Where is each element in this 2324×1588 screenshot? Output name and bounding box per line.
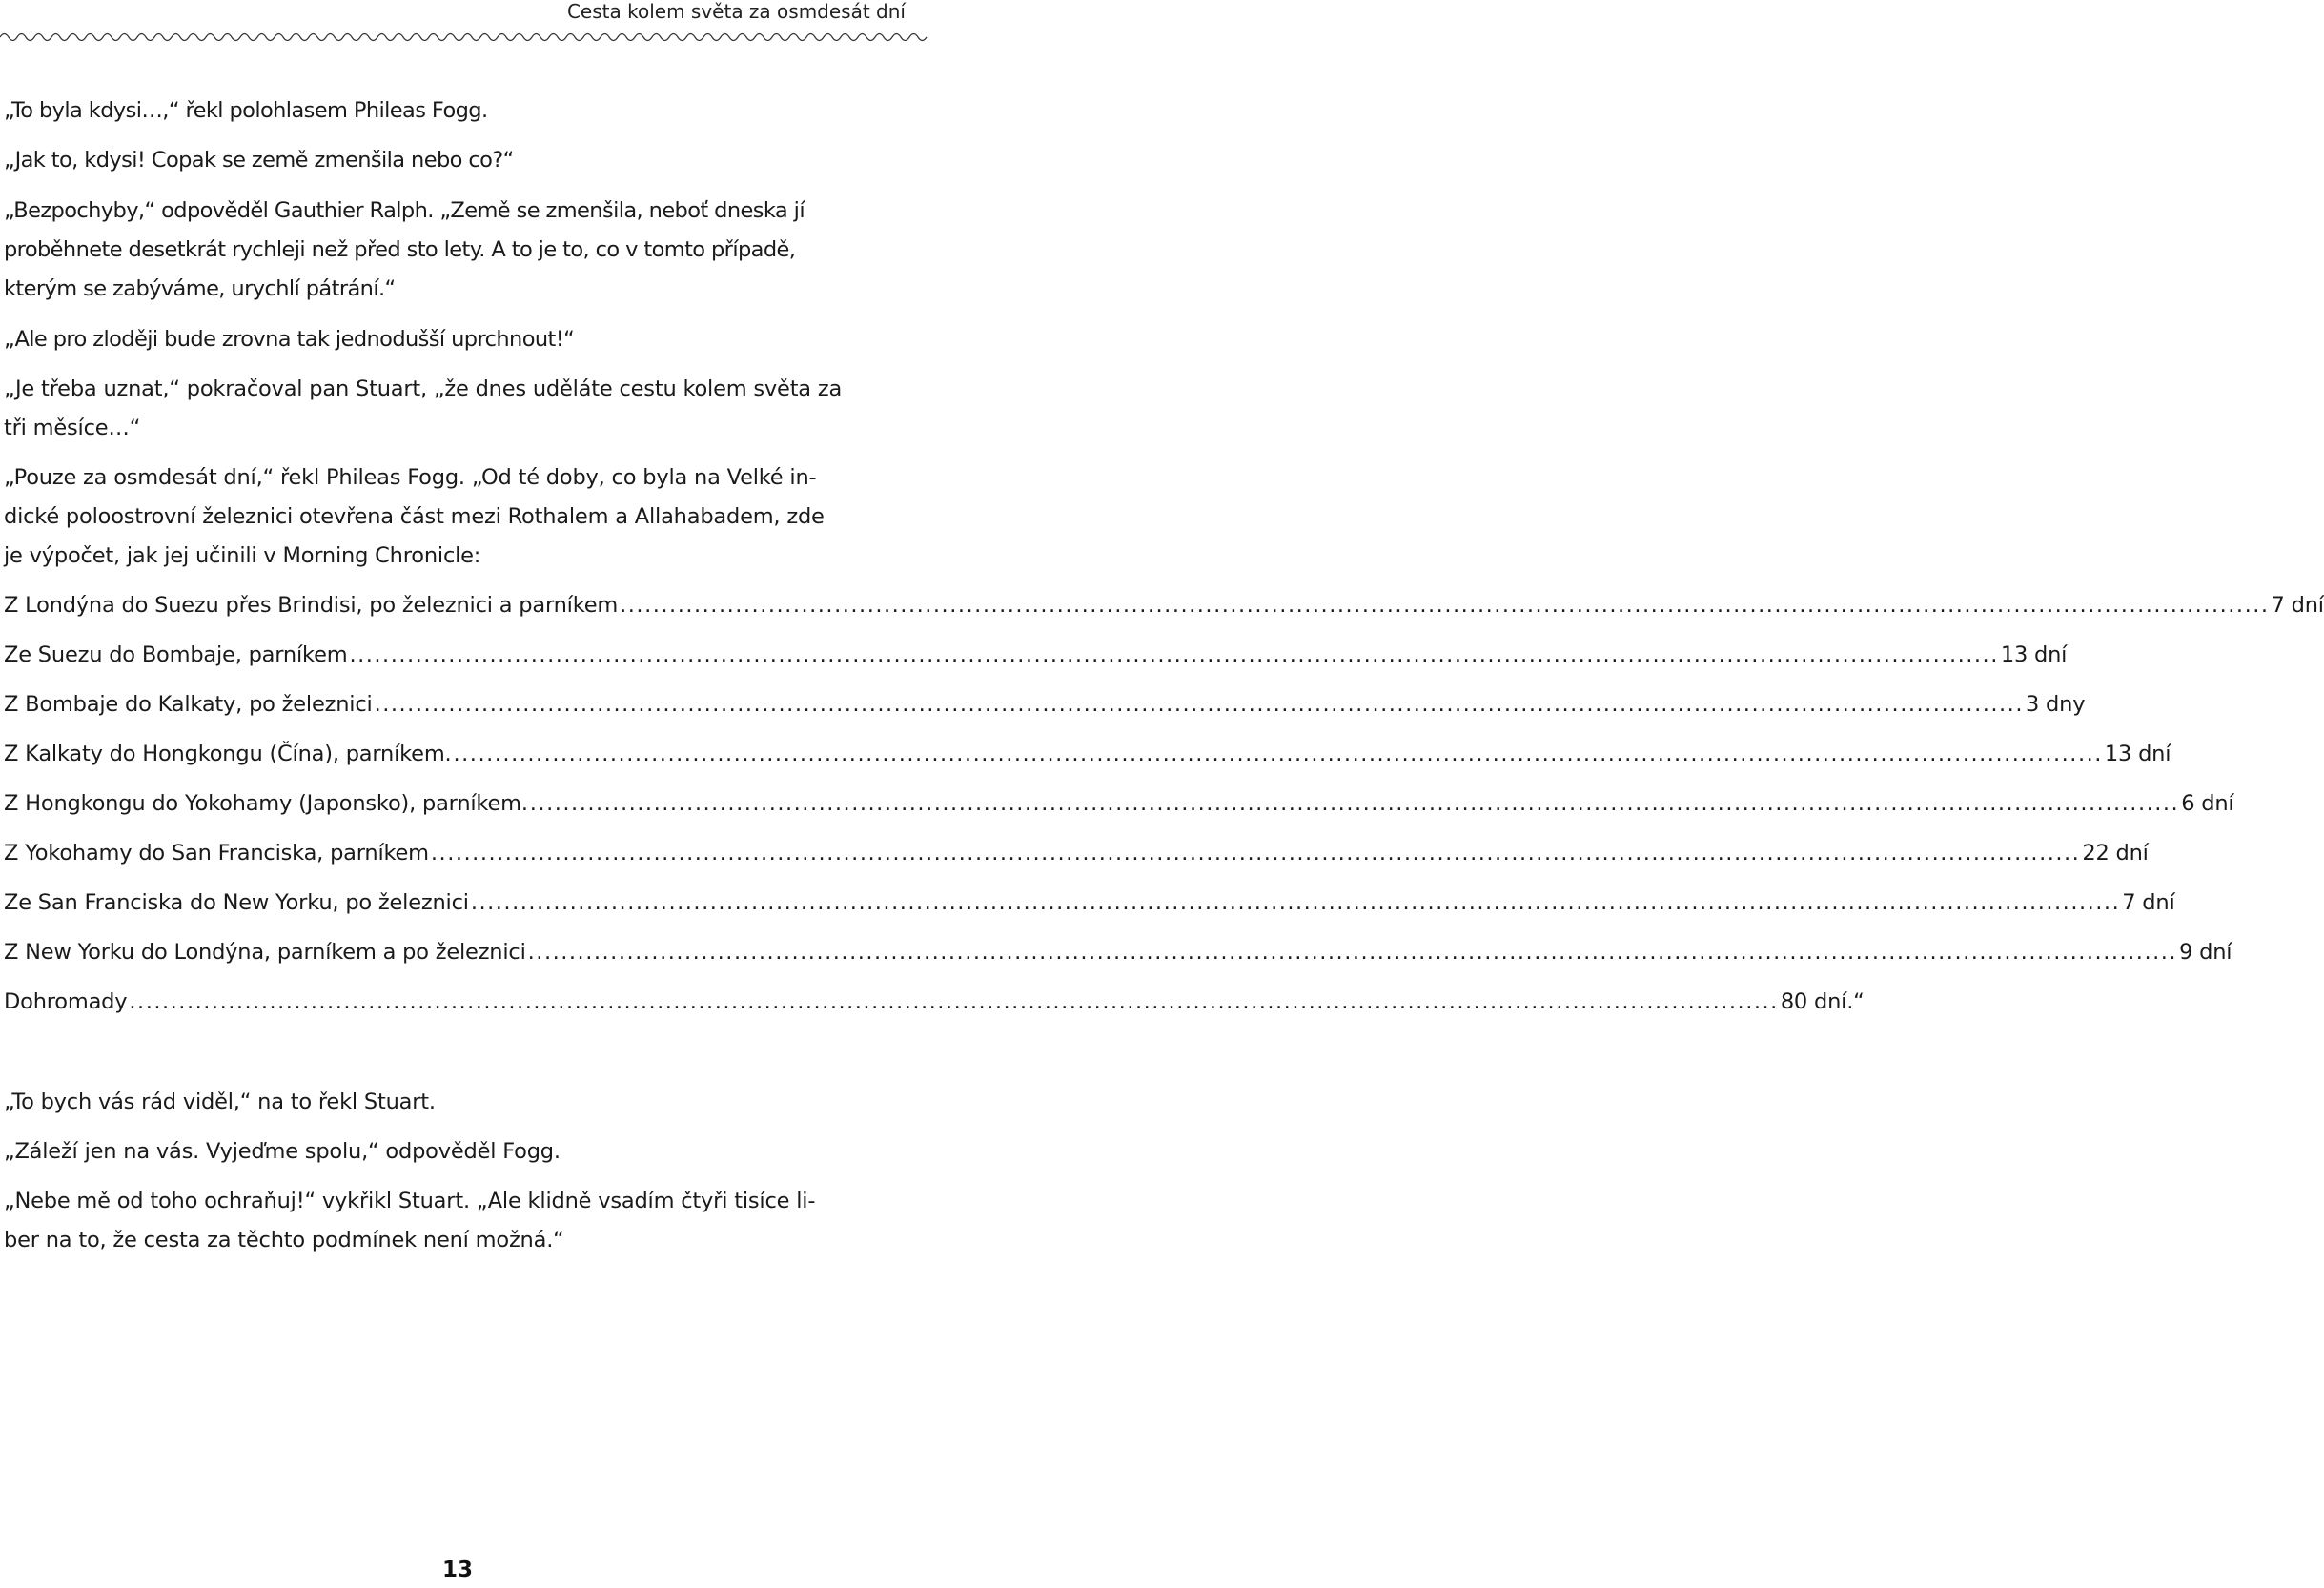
itinerary-row (4, 791, 2234, 816)
text-line: ber na to, že cesta za těchto podmínek není možná.“ (4, 1228, 564, 1252)
dot-leader: ........................................................................................................................................................................................................ (527, 940, 2178, 965)
dot-leader: ........................................................................................................................................................................................................ (620, 593, 2270, 618)
itinerary-duration: 13 dní (2104, 742, 2171, 766)
text-line: „Pouze za osmdesát dní,“ řekl Phileas Fogg. „Od té doby, co byla na Velké in- (4, 465, 817, 490)
running-header: Cesta kolem světa za osmdesát dní (566, 0, 906, 23)
itinerary-route: Z Kalkaty do Hongkongu (Čína), parníkem. (4, 742, 452, 766)
itinerary-route: Z Londýna do Suezu přes Brindisi, po železnici a parníkem (4, 593, 619, 618)
dot-leader: ........................................................................................................................................................................................................ (430, 841, 2081, 865)
itinerary-duration: 7 dní (2271, 593, 2324, 618)
itinerary-total-label: Dohromady (4, 989, 128, 1014)
itinerary-duration: 6 dní (2181, 791, 2234, 816)
text-line: „Je třeba uznat,“ pokračoval pan Stuart, „že dnes uděláte cestu kolem světa za (4, 377, 843, 401)
itinerary-route: Ze San Franciska do New Yorku, po železnici (4, 890, 469, 915)
page-number: 13 (441, 1557, 473, 1582)
itinerary-duration: 22 dní (2082, 841, 2149, 865)
itinerary-row (4, 742, 2171, 766)
text-line: je výpočet, jak jej učinili v Morning Chronicle: (4, 543, 481, 568)
itinerary-row (4, 642, 2068, 667)
text-line: kterým se zabýváme, urychlí pátrání.“ (4, 276, 396, 301)
itinerary-row (4, 692, 2086, 717)
itinerary-total-row (4, 989, 1865, 1014)
itinerary-row (4, 890, 2175, 915)
text-line: „Jak to, kdysi! Copak se země zmenšila nebo co?“ (4, 148, 514, 173)
text-line: dické poloostrovní železnici otevřena část mezi Rothalem a Allahabadem, zde (4, 504, 825, 529)
text-line: „To byla kdysi…,“ řekl polohlasem Phileas Fogg. (4, 98, 488, 123)
itinerary-route: Ze Suezu do Bombaje, parníkem (4, 642, 348, 667)
text-line: „Bezpochyby,“ odpověděl Gauthier Ralph. „Země se zmenšila, neboť dneska jí (4, 198, 805, 223)
text-line: tři měsíce…“ (4, 416, 141, 440)
itinerary-total-duration: 80 dní.“ (1780, 989, 1865, 1014)
itinerary-duration: 9 dní (2179, 940, 2232, 965)
itinerary-route: Z Yokohamy do San Franciska, parníkem (4, 841, 429, 865)
text-line: „Záleží jen na vás. Vyjeďme spolu,“ odpověděl Fogg. (4, 1139, 561, 1164)
decorative-wave-divider (0, 29, 915, 46)
itinerary-duration: 7 dní (2122, 890, 2175, 915)
text-line: „To bych vás rád viděl,“ na to řekl Stuart. (4, 1089, 436, 1114)
itinerary-row (4, 841, 2149, 865)
itinerary-row (4, 593, 2324, 618)
itinerary-duration: 13 dní (2000, 642, 2068, 667)
itinerary-route: Z Bombaje do Kalkaty, po železnici (4, 692, 373, 717)
itinerary-duration: 3 dny (2025, 692, 2086, 717)
dot-leader: ........................................................................................................................................................................................................ (529, 791, 2180, 816)
dot-leader: ........................................................................................................................................................................................................ (470, 890, 2121, 915)
itinerary-row (4, 940, 2232, 965)
text-line: „Ale pro zloději bude zrovna tak jednodušší uprchnout!“ (4, 327, 575, 352)
dot-leader: ........................................................................................................................................................................................................ (129, 989, 1779, 1014)
dot-leader: ........................................................................................................................................................................................................ (374, 692, 2024, 717)
dot-leader: ........................................................................................................................................................................................................ (453, 742, 2103, 766)
itinerary-route: Z Hongkongu do Yokohamy (Japonsko), parníkem. (4, 791, 528, 816)
text-line: „Nebe mě od toho ochraňuj!“ vykřikl Stuart. „Ale klidně vsadím čtyři tisíce li- (4, 1189, 816, 1213)
text-line: proběhnete desetkrát rychleji než před sto lety. A to je to, co v tomto případě, (4, 237, 796, 262)
dot-leader: ........................................................................................................................................................................................................ (349, 642, 1999, 667)
itinerary-route: Z New Yorku do Londýna, parníkem a po železnici (4, 940, 526, 965)
